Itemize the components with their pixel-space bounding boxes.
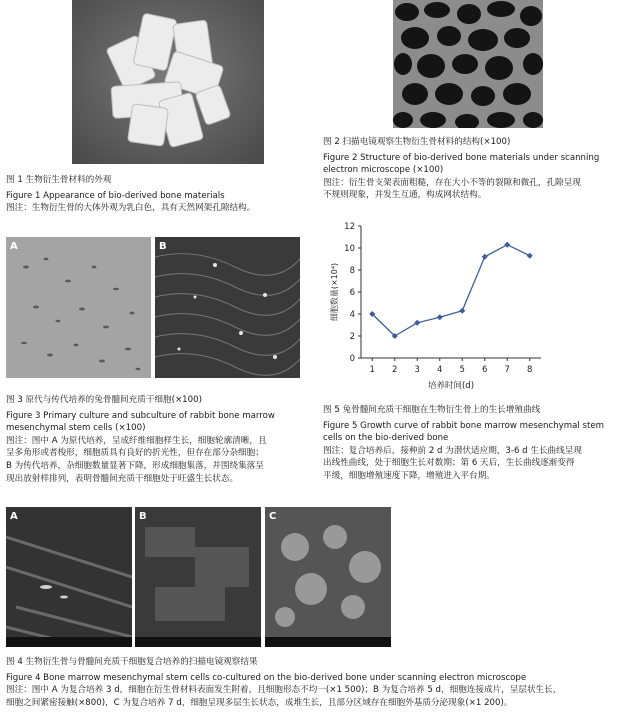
x-tick-label: 3 bbox=[414, 365, 420, 375]
bone-blocks-image bbox=[72, 0, 264, 164]
fig2-note-line-2: 不规则现象，并发生互通，构成网状结构。 bbox=[323, 190, 487, 201]
fig1-title: 图 1 生物衍生骨材料的外观 bbox=[6, 175, 112, 185]
fig5-note-line-2: 出线性曲线，处于细胞生长对数期；第 6 天后，生长曲线逐渐变得 bbox=[323, 458, 575, 469]
fig4-caption bbox=[6, 656, 561, 709]
fig5-english-line-2: cells on the bio-derived bone bbox=[323, 433, 449, 444]
primary-culture-image bbox=[6, 237, 151, 378]
x-axis-label: 培养时间(d) bbox=[427, 381, 475, 391]
fig3-note-line-1: 图注：图中 A 为原代培养，呈成纤维细胞样生长，细胞轮廓清晰，且 bbox=[6, 435, 267, 446]
fig4-note-line-1: 图注：图中 A 为复合培养 3 d，细胞在衍生骨材料表面发生附着，且细胞形态不均一(×1 500)；B 为复合培养 5 d，细胞连接成片，呈层状生长， bbox=[6, 685, 562, 696]
fig5-growth-curve-chart bbox=[323, 216, 563, 396]
fig5-title: 图 5 兔骨髓间充质干细胞在生物衍生骨上的生长增殖曲线 bbox=[323, 405, 541, 415]
x-tick-label: 7 bbox=[504, 365, 510, 375]
fig2-caption bbox=[323, 136, 599, 202]
fig3-note-line-2: 呈多角形或者梭形，细胞质具有良好的折光性，但存在部分杂细胞； bbox=[6, 448, 264, 459]
y-tick-label: 10 bbox=[344, 244, 355, 254]
fig3-label-b: B bbox=[159, 241, 167, 252]
fig5-note-line-3: 平缓，细胞增殖速度下降，增殖进入平台期。 bbox=[323, 470, 495, 481]
fig4-english: Figure 4 Bone marrow mesenchymal stem cells co-cultured on the bio-derived bone under scanning electron microscope bbox=[6, 672, 527, 683]
data-point bbox=[414, 320, 420, 326]
fig5-note-line-1: 图注：复合培养后，接种前 2 d 为潜伏适应期，3-6 d 生长曲线呈现 bbox=[323, 445, 582, 456]
fig5-english-line-1: Figure 5 Growth curve of rabbit bone marrow mesenchymal stem bbox=[323, 420, 604, 431]
fig4-label-a: A bbox=[10, 511, 18, 522]
y-tick-label: 12 bbox=[344, 222, 355, 232]
fig4-label-c: C bbox=[269, 511, 277, 522]
fig4-panel-b bbox=[135, 507, 261, 647]
fig2-english-line-2: electron microscope (×100) bbox=[323, 165, 444, 176]
x-tick-label: 6 bbox=[482, 365, 488, 375]
fig2-note-line-1: 图注：衍生骨支架表面粗糙，存在大小不等的裂隙和微孔，孔隙呈现 bbox=[323, 177, 581, 188]
data-point bbox=[437, 314, 443, 320]
fig3-title: 图 3 原代与传代培养的兔骨髓间充质干细胞(×100) bbox=[6, 395, 202, 405]
y-tick-label: 6 bbox=[349, 288, 355, 298]
fig3-english-line-1: Figure 3 Primary culture and subculture of rabbit bone marrow bbox=[6, 410, 275, 421]
coculture-7d-image bbox=[265, 507, 391, 647]
data-point bbox=[482, 254, 488, 260]
fig3-panel-a bbox=[6, 237, 151, 378]
x-tick-label: 2 bbox=[392, 365, 398, 375]
fig2-title: 图 2 扫描电镜观察生物衍生骨材料的结构(×100) bbox=[323, 137, 511, 147]
data-point bbox=[504, 242, 510, 248]
x-tick-label: 4 bbox=[437, 365, 443, 375]
fig4-panel-a bbox=[6, 507, 132, 647]
y-tick-label: 0 bbox=[349, 354, 355, 364]
coculture-3d-image bbox=[6, 507, 132, 647]
y-tick-label: 2 bbox=[349, 332, 355, 342]
fig4-label-b: B bbox=[139, 511, 147, 522]
fig3-panel-b bbox=[155, 237, 300, 378]
subculture-image bbox=[155, 237, 300, 378]
scaffold-structure-image bbox=[393, 0, 543, 128]
fig3-note-line-4: 现出放射样排列，表明骨髓间充质干细胞处于旺盛生长状态。 bbox=[6, 473, 239, 484]
x-tick-label: 1 bbox=[369, 365, 375, 375]
y-tick-label: 4 bbox=[349, 310, 355, 320]
fig2-english-line-1: Figure 2 Structure of bio-derived bone materials under scanning bbox=[323, 152, 600, 163]
fig3-caption bbox=[6, 394, 275, 485]
fig1-note: 图注：生物衍生骨的大体外观为乳白色，具有天然网架孔隙结构。 bbox=[6, 203, 256, 214]
y-axis-label: 细胞数量(×10⁴) bbox=[330, 262, 339, 322]
x-tick-label: 8 bbox=[527, 365, 533, 375]
fig4-panel-c bbox=[265, 507, 391, 647]
data-point bbox=[459, 308, 465, 314]
fig4-note-line-2: 细胞之间紧密接触(×800)，C 为复合培养 7 d，细胞呈现多层生长状态，成堆生长，且部分区域存在细胞外基质分泌现象(×1 200)。 bbox=[6, 697, 513, 708]
fig2-sem-image bbox=[393, 0, 543, 128]
x-tick-label: 5 bbox=[459, 365, 465, 375]
fig3-label-a: A bbox=[10, 241, 18, 252]
coculture-5d-image bbox=[135, 507, 261, 647]
fig4-title: 图 4 生物衍生骨与骨髓间充质干细胞复合培养的扫描电镜观察结果 bbox=[6, 657, 258, 667]
fig5-caption bbox=[323, 404, 604, 483]
data-point bbox=[527, 253, 533, 259]
fig1-caption bbox=[6, 174, 255, 215]
y-tick-label: 8 bbox=[349, 266, 355, 276]
fig3-note-line-3: B 为传代培养，杂细胞数量显著下降，形成细胞集落，并围绕集落呈 bbox=[6, 460, 264, 471]
fig1-english: Figure 1 Appearance of bio-derived bone materials bbox=[6, 190, 225, 201]
growth-series-line bbox=[372, 245, 530, 336]
fig3-english-line-2: mesenchymal stem cells (×100) bbox=[6, 423, 146, 434]
fig1-photo bbox=[72, 0, 264, 164]
